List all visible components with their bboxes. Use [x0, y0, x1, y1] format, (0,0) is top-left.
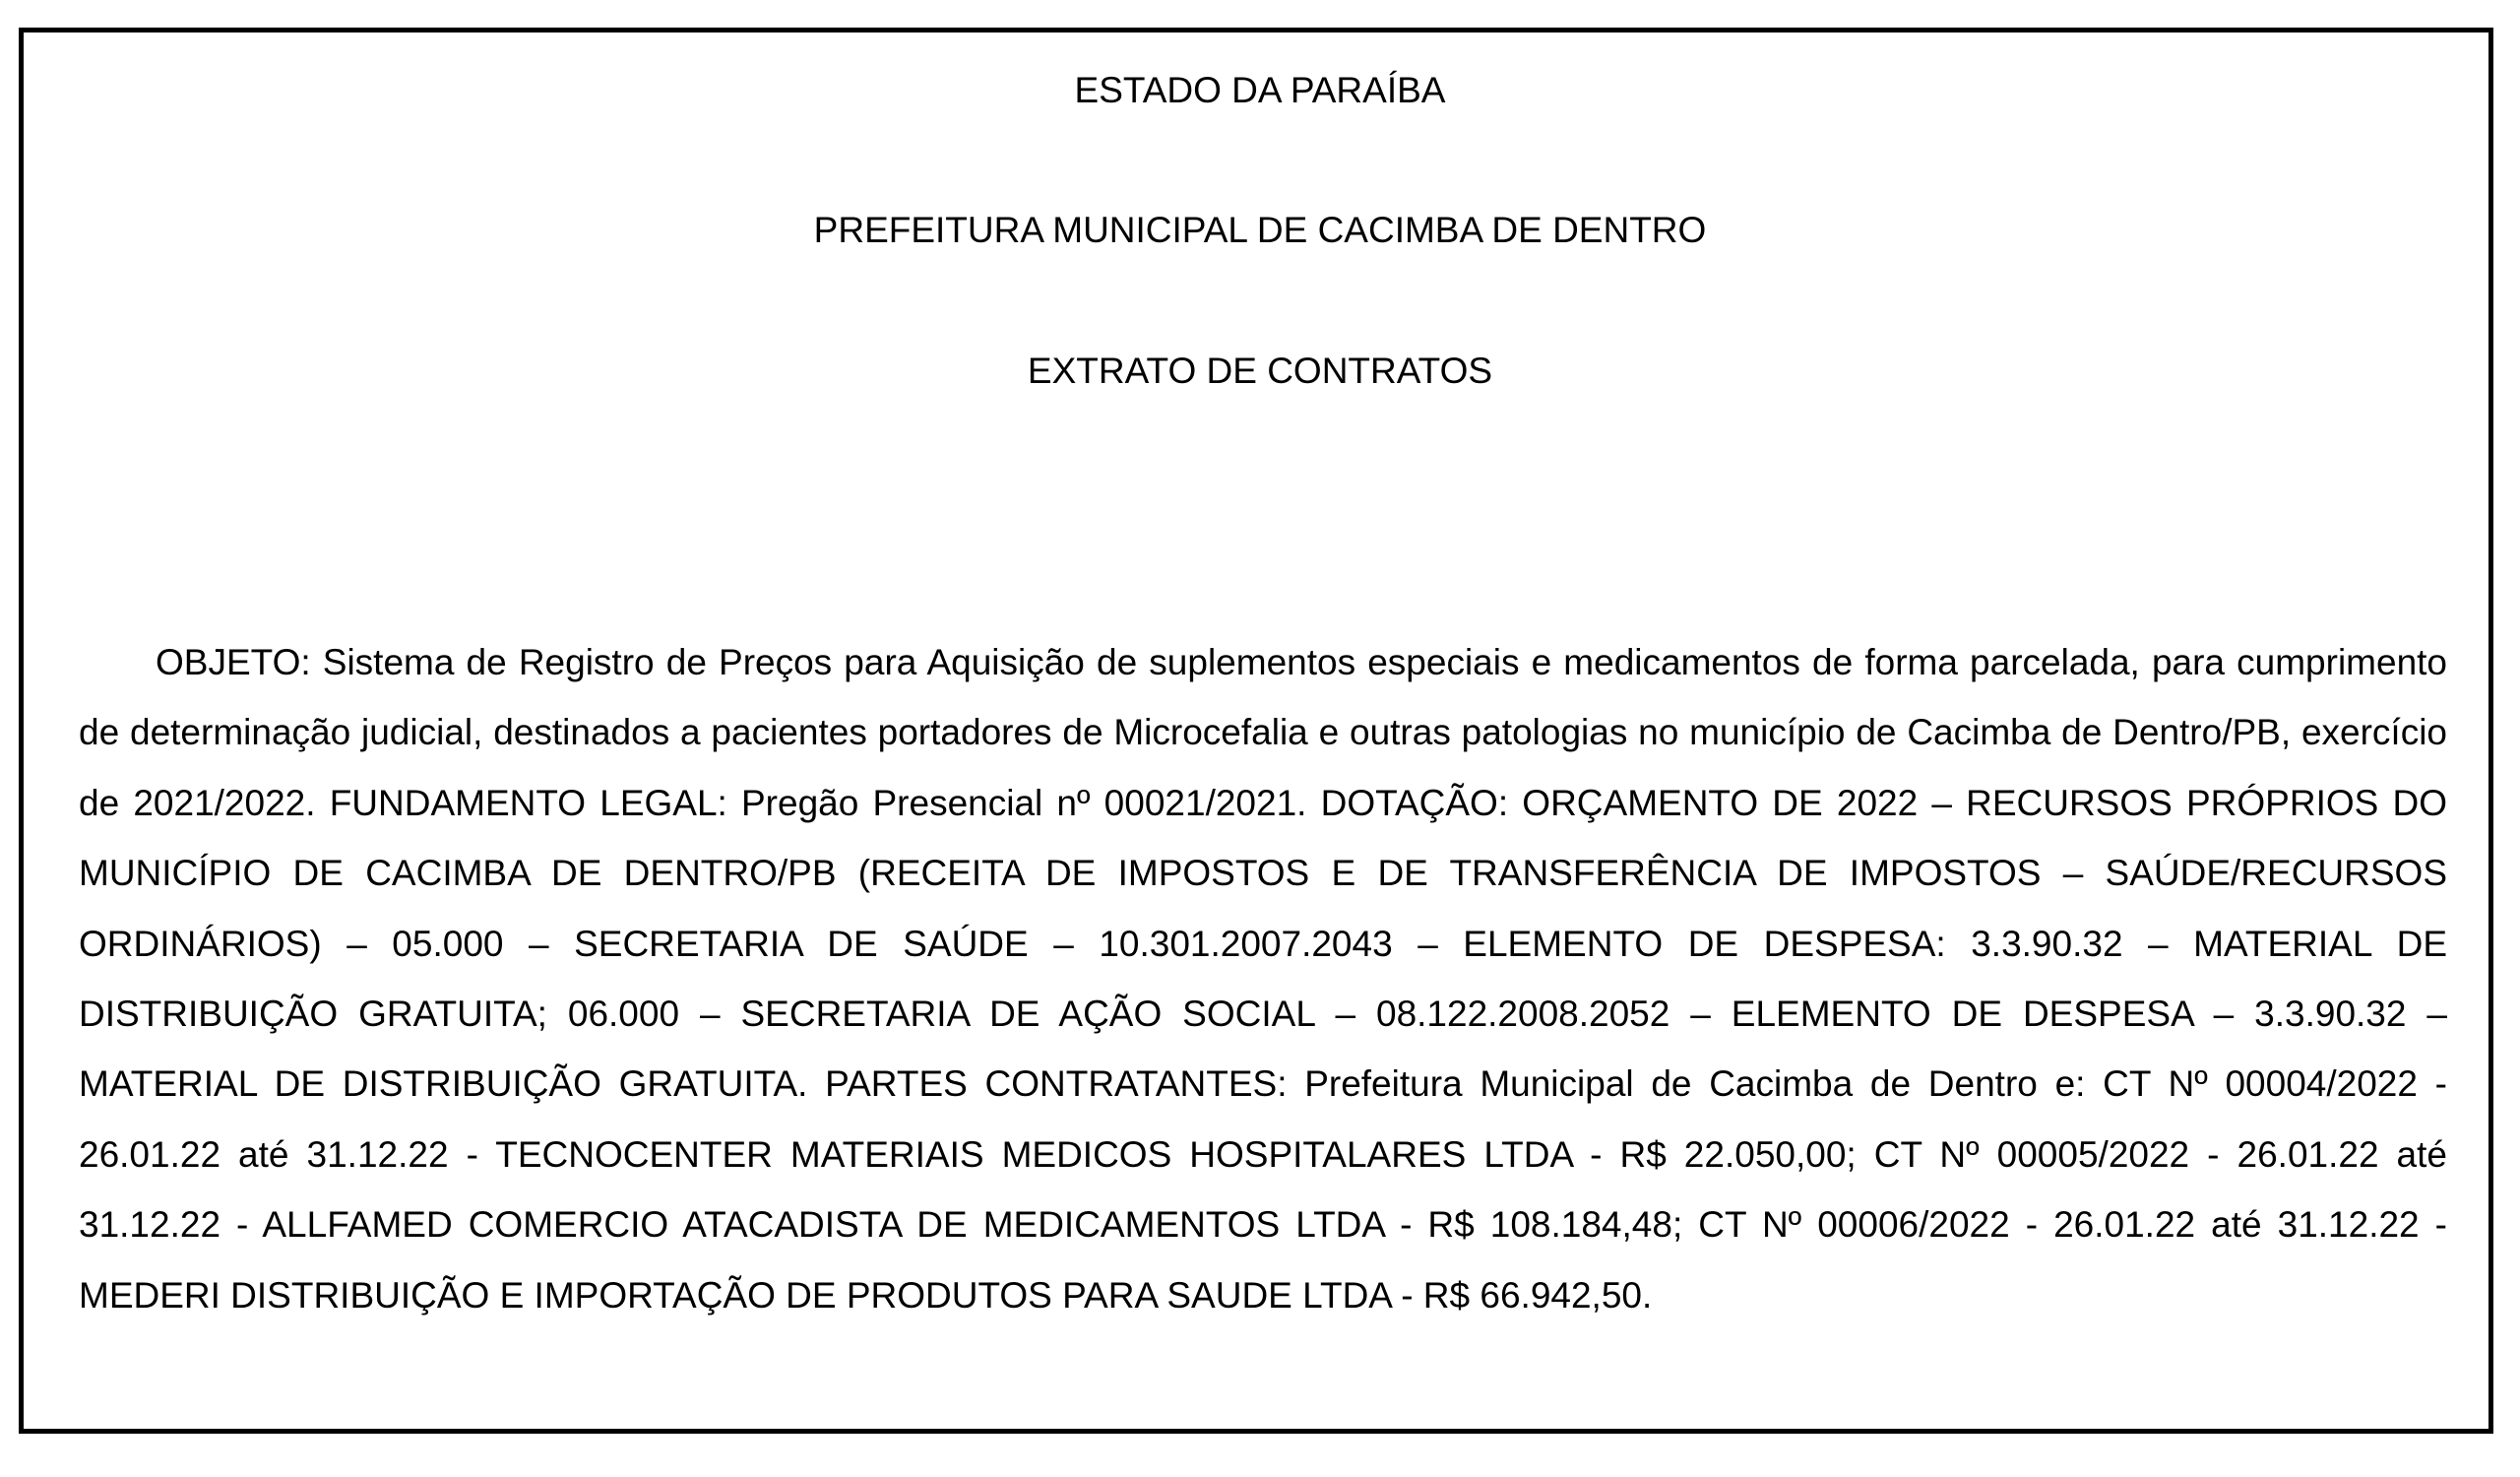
- document-title: EXTRATO DE CONTRATOS: [1027, 351, 1493, 391]
- header-state: ESTADO DA PARAÍBA: [1074, 70, 1446, 110]
- header-municipality: PREFEITURA MUNICIPAL DE CACIMBA DE DENTRO: [813, 210, 1707, 250]
- contract-extract-body: OBJETO: Sistema de Registro de Preços para Aquisição de suplementos especiais e medicamentos de forma parcelada, para cumprimento de determinação judicial, destinados a pacientes portadores de Microcefalia e outras patologias no município de Cacimba de Dentro/PB, exercício de 2021/2022. FUNDAMENTO LEGAL: Pregão Presencial nº 00021/2021. DOTAÇÃO: ORÇAMENTO DE 2022 – RECURSOS PRÓPRIOS DO MUNICÍPIO DE CACIMBA DE DENTRO/PB (RECEITA DE IMPOSTOS E DE TRANSFERÊNCIA DE IMPOSTOS – SAÚDE/RECURSOS ORDINÁRIOS) – 05.000 – SECRETARIA DE SAÚDE – 10.301.2007.2043 – ELEMENTO DE DESPESA: 3.3.90.32 – MATERIAL DE DISTRIBUIÇÃO GRATUITA; 06.000 – SECRETARIA DE AÇÃO SOCIAL – 08.122.2008.2052 – ELEMENTO DE DESPESA – 3.3.90.32 – MATERIAL DE DISTRIBUIÇÃO GRATUITA. PARTES CONTRATANTES: Prefeitura Municipal de Cacimba de Dentro e: CT Nº 00004/2022 - 26.01.22 até 31.12.22 - TECNOCENTER MATERIAIS MEDICOS HOSPITALARES LTDA - R$ 22.050,00; CT Nº 00005/2022 - 26.01.22 até 31.12.22 - ALLFAMED COMERCIO ATACADISTA DE MEDICAMENTOS LTDA - R$ 108.184,48; CT Nº 00006/2022 - 26.01.22 até 31.12.22 - MEDERI DISTRIBUIÇÃO E IMPORTAÇÃO DE PRODUTOS PARA SAUDE LTDA - R$ 66.942,50.: [79, 642, 2447, 1316]
